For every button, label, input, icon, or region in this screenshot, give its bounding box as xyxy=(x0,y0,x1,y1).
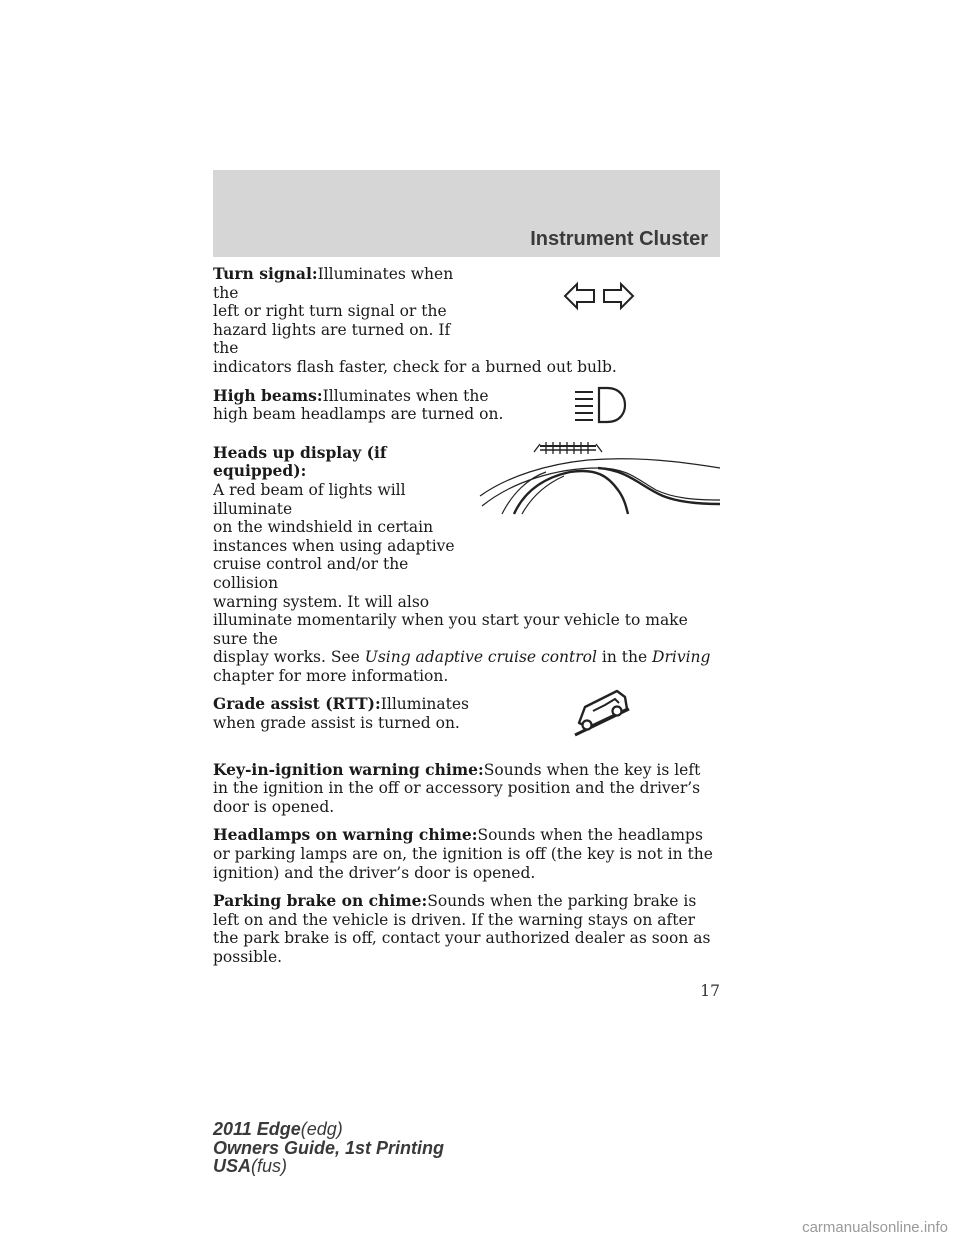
high-beams-label: High beams: xyxy=(213,385,323,405)
key-in-ignition-label: Key-in-ignition warning chime: xyxy=(213,759,484,779)
driving-chapter-reference: Driving xyxy=(652,648,711,667)
grade-assist-entry xyxy=(213,695,720,732)
footer-model: 2011 Edge xyxy=(213,1119,301,1139)
headlamps-on-paragraph: Headlamps on warning chime:Sounds when the headlamps or parking lamps are on, the ignition is off (the key is not in the ignition) and the driver’s door is opened. xyxy=(213,825,713,882)
footer-market: USA xyxy=(213,1156,252,1176)
watermark: carmanualsonline.info xyxy=(802,1219,948,1236)
high-beams-paragraph: High beams:Illuminates when the high beam headlamps are turned on. xyxy=(213,385,504,424)
heads-up-display-paragraph: Heads up display (if equipped): A red beam of lights will illuminate on the windshield in certain instances when using adaptive cruise control and/or the collision warning system. It will also illuminate momentarily when you start your vehicle to make sure the display works. See Using adaptive cruise control in the Driving chapter for more information. xyxy=(213,442,711,685)
key-in-ignition-paragraph: Key-in-ignition warning chime:Sounds when the key is left in the ignition in the off or accessory position and the driver’s door is opened. xyxy=(213,759,701,816)
parking-brake-paragraph: Parking brake on chime:Sounds when the parking brake is left on and the vehicle is driven. If the warning stays on after the park brake is off, contact your authorized dealer as soon as possible. xyxy=(213,891,711,966)
heads-up-display-icon xyxy=(478,436,723,516)
section-title: Instrument Cluster xyxy=(530,228,708,250)
page-number: 17 xyxy=(700,982,720,1000)
turn-signal-label: Turn signal: xyxy=(213,264,318,283)
high-beams-entry xyxy=(213,387,720,424)
high-beam-icon xyxy=(573,384,629,424)
grade-assist-paragraph: Grade assist (RTT):Illuminates when grade assist is turned on. xyxy=(213,694,469,733)
footer-market-code: (fus) xyxy=(251,1156,288,1176)
adaptive-cruise-reference: Using adaptive cruise control xyxy=(364,648,597,667)
footer-printing: Owners Guide, 1st Printing xyxy=(213,1137,445,1158)
parking-brake-label: Parking brake on chime: xyxy=(213,891,428,911)
turn-signal-entry xyxy=(213,265,720,377)
grade-assist-label: Grade assist (RTT): xyxy=(213,694,381,714)
heads-up-display-label: Heads up display (if equipped): xyxy=(213,442,387,481)
heads-up-display-entry xyxy=(213,444,720,686)
turn-signal-paragraph: Turn signal:Illuminates when the left or right turn signal or the hazard lights are turned on. If the indicators flash faster, check for a burned out bulb. xyxy=(213,264,617,376)
headlamps-on-label: Headlamps on warning chime: xyxy=(213,825,478,845)
page-content xyxy=(213,265,720,977)
grade-assist-icon xyxy=(571,687,633,739)
turn-signal-arrows-icon xyxy=(563,281,635,311)
header-band xyxy=(213,170,720,257)
footer xyxy=(213,1120,444,1176)
footer-model-code: (edg) xyxy=(300,1119,343,1139)
